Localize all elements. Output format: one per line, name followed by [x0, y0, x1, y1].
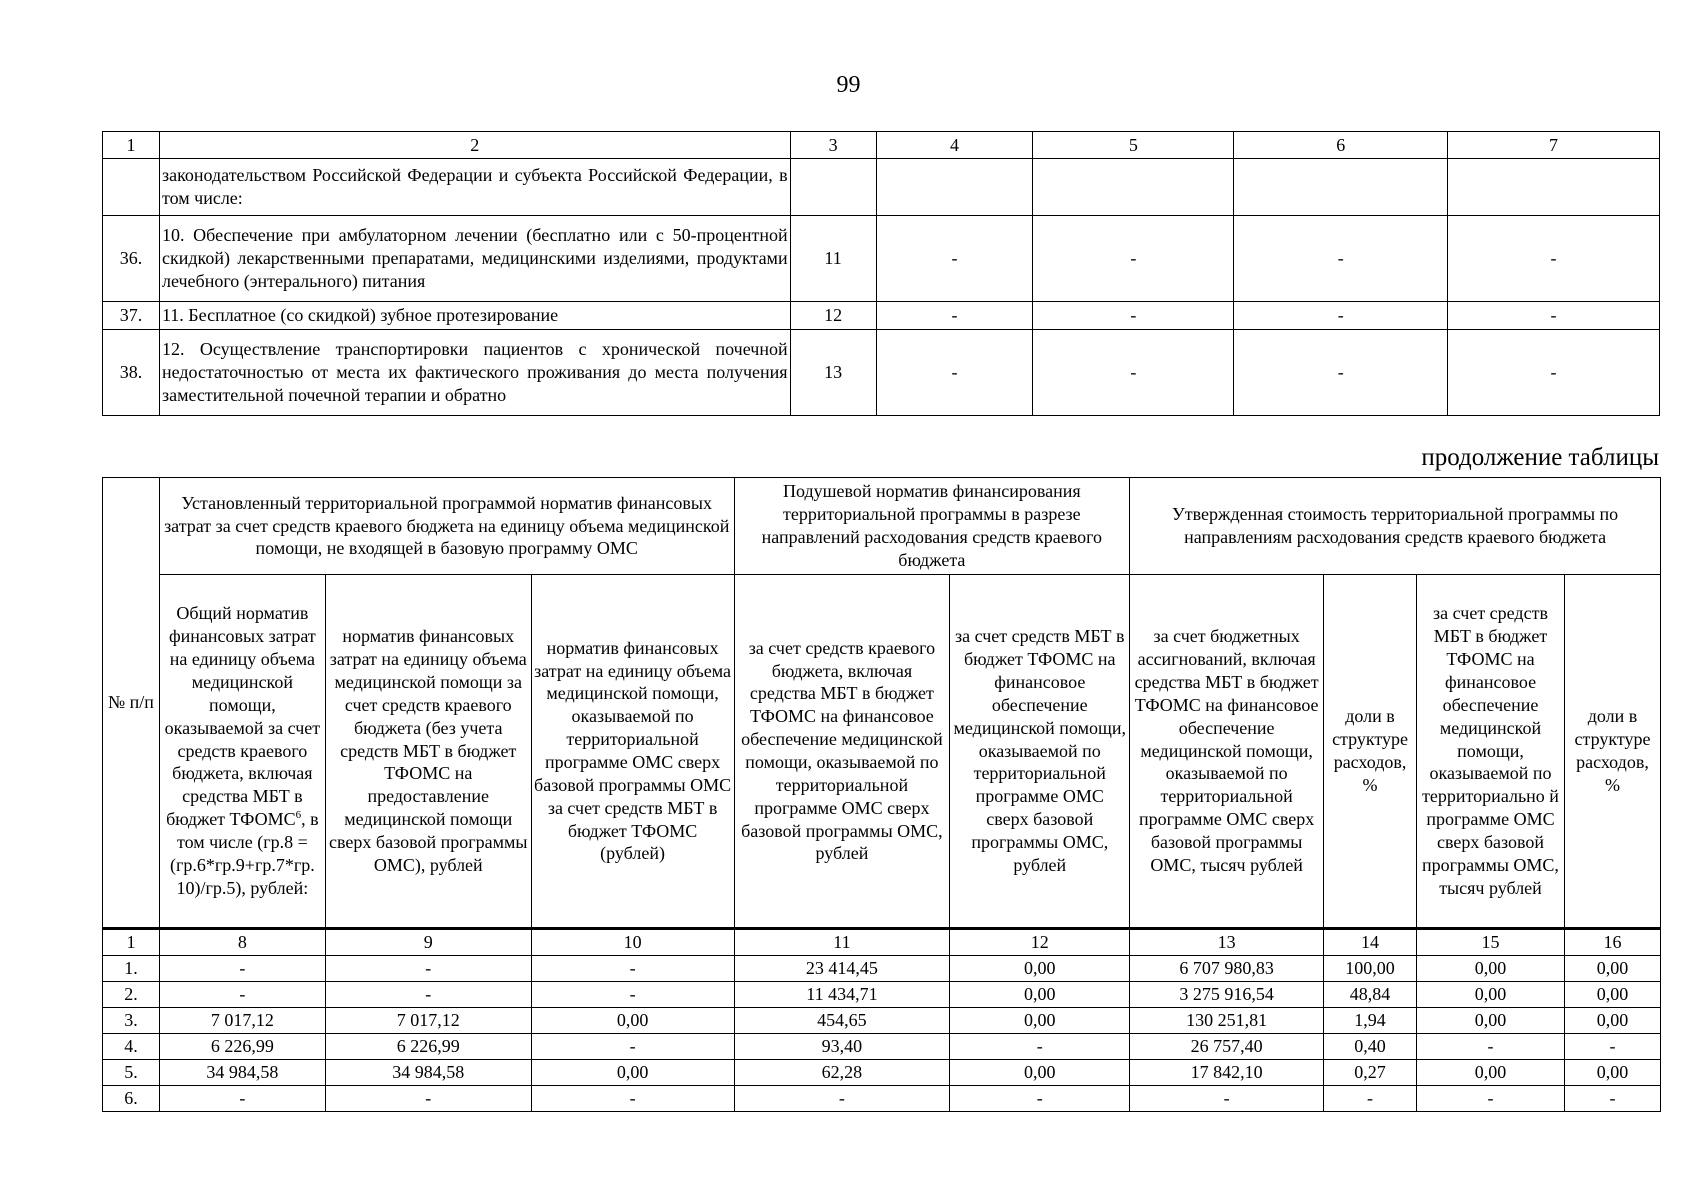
- column-number: 7: [1448, 132, 1660, 159]
- cell-value: -: [1324, 1086, 1417, 1112]
- column-header-10: норматив финансовых затрат на единицу объема медицинской помощи, оказываемой по территориальной программе ОМС сверх базовой программы ОМС за счет средств МБТ в бюджет ТФОМС (рублей): [531, 575, 734, 929]
- table-row: [103, 1034, 1661, 1060]
- row-number: 3.: [103, 1008, 160, 1034]
- column-header-15: за счет средств МБТ в бюджет ТФОМС на финансовое обеспечение медицинской помощи, оказываемой по территориально й программе ОМС сверх базовой программы ОМС, тысяч рублей: [1417, 575, 1565, 929]
- column-number: 16: [1564, 929, 1660, 956]
- cell-value: 0,00: [950, 1060, 1130, 1086]
- column-number: 14: [1324, 929, 1417, 956]
- cell-value: -: [1130, 1086, 1324, 1112]
- cell-value: 0,00: [1564, 956, 1660, 982]
- cell-value: 0,00: [531, 1060, 734, 1086]
- cell-value: 0,40: [1324, 1034, 1417, 1060]
- cell-value: -: [876, 302, 1033, 330]
- cell-value: -: [1564, 1034, 1660, 1060]
- bottom-table-body: [103, 956, 1661, 1112]
- cell-value: -: [1448, 302, 1660, 330]
- column-number: 2: [159, 132, 790, 159]
- cell-value: -: [950, 1034, 1130, 1060]
- column-number: 11: [734, 929, 950, 956]
- cell-value: 0,00: [950, 956, 1130, 982]
- cell-value: -: [876, 330, 1033, 416]
- column-header-16: доли в структуре расходов, %: [1564, 575, 1660, 929]
- cell-value: -: [876, 216, 1033, 302]
- column-header-9: норматив финансовых затрат на единицу объема медицинской помощи за счет средств краевого бюджета (без учета средств МБТ в бюджет ТФОМС на предоставление медицинской помощи сверх базовой программы ОМС), рублей: [325, 575, 531, 929]
- page-number: 99: [836, 72, 861, 98]
- cell-value: -: [325, 1086, 531, 1112]
- row-number: 1.: [103, 956, 160, 982]
- row-number: [103, 159, 160, 216]
- cell-value: 0,00: [1417, 982, 1565, 1008]
- row-description: 10. Обеспечение при амбулаторном лечении (бесплатно или с 50-процентной скидкой) лекарственными препаратами, медицинскими изделиями, продуктами лечебного (энтерального) питания: [159, 216, 790, 302]
- cell-value: 17 842,10: [1130, 1060, 1324, 1086]
- cell-value: -: [325, 956, 531, 982]
- table-row: [103, 216, 1660, 302]
- cell-value: 0,00: [531, 1008, 734, 1034]
- row-description: 11. Бесплатное (со скидкой) зубное протезирование: [159, 302, 790, 330]
- cell-value: 34 984,58: [159, 1060, 325, 1086]
- cell-value: -: [531, 956, 734, 982]
- table-row: [103, 330, 1660, 416]
- row-number: 37.: [103, 302, 160, 330]
- cell-value: 0,00: [1417, 1008, 1565, 1034]
- cell-value: -: [1033, 216, 1234, 302]
- cell-value: -: [1033, 330, 1234, 416]
- cell-value: -: [531, 1086, 734, 1112]
- row-number: 36.: [103, 216, 160, 302]
- sub-header-row: [103, 575, 1661, 929]
- cell-value: 6 226,99: [325, 1034, 531, 1060]
- cell-value: 6 226,99: [159, 1034, 325, 1060]
- table-row: [103, 956, 1661, 982]
- cell-value: [1448, 159, 1660, 216]
- cell-value: -: [531, 982, 734, 1008]
- cell-value: 48,84: [1324, 982, 1417, 1008]
- row-number: 4.: [103, 1034, 160, 1060]
- cell-value: 11 434,71: [734, 982, 950, 1008]
- cell-value: 23 414,45: [734, 956, 950, 982]
- cell-value: -: [159, 1086, 325, 1112]
- column-number: 4: [876, 132, 1033, 159]
- row-number: 2.: [103, 982, 160, 1008]
- row-number: 38.: [103, 330, 160, 416]
- cell-value: 0,00: [1564, 982, 1660, 1008]
- row-code: [790, 159, 876, 216]
- row-code: 12: [790, 302, 876, 330]
- column-header-8-text: Общий норматив финансовых затрат на единицу объема медицинской помощи, оказываемой за счет средств краевого бюджета, включая средства МБТ в бюджет ТФОМС: [164, 603, 321, 830]
- cell-value: 0,00: [950, 982, 1130, 1008]
- cell-value: 62,28: [734, 1060, 950, 1086]
- table-row: [103, 1086, 1661, 1112]
- top-table: [102, 131, 1660, 416]
- row-code: 13: [790, 330, 876, 416]
- cell-value: 0,00: [1417, 1060, 1565, 1086]
- cell-value: 0,00: [950, 1008, 1130, 1034]
- column-number: 5: [1033, 132, 1234, 159]
- cell-value: -: [1417, 1086, 1565, 1112]
- column-number: 1: [103, 132, 160, 159]
- continuation-label: продолжение таблицы: [1421, 444, 1659, 471]
- column-header-12: за счет средств МБТ в бюджет ТФОМС на финансовое обеспечение медицинской помощи, оказываемой по территориальной программе ОМС сверх базовой программы ОМС, рублей: [950, 575, 1130, 929]
- cell-value: 6 707 980,83: [1130, 956, 1324, 982]
- cell-value: 93,40: [734, 1034, 950, 1060]
- cell-value: 26 757,40: [1130, 1034, 1324, 1060]
- column-header-8-text-cont: , в том числе (гр.8 = (гр.6*гр.9+гр.7*гр. 10)/гр.5), рублей:: [170, 809, 319, 898]
- cell-value: 0,27: [1324, 1060, 1417, 1086]
- cell-value: 7 017,12: [159, 1008, 325, 1034]
- cell-value: -: [1234, 216, 1448, 302]
- cell-value: 454,65: [734, 1008, 950, 1034]
- cell-value: [1033, 159, 1234, 216]
- cell-value: 7 017,12: [325, 1008, 531, 1034]
- column-header-11: за счет средств краевого бюджета, включая средства МБТ в бюджет ТФОМС на финансовое обеспечение медицинской помощи, оказываемой по территориальной программе ОМС сверх базовой программы ОМС, рублей: [734, 575, 950, 929]
- column-number: 3: [790, 132, 876, 159]
- top-table-header-row: [103, 132, 1660, 159]
- row-number: 6.: [103, 1086, 160, 1112]
- cell-value: 0,00: [1417, 956, 1565, 982]
- cell-value: 100,00: [1324, 956, 1417, 982]
- column-number: 12: [950, 929, 1130, 956]
- table-row: [103, 302, 1660, 330]
- row-description: законодательством Российской Федерации и субъекта Российской Федерации, в том числе:: [159, 159, 790, 216]
- cell-value: -: [1448, 330, 1660, 416]
- column-number: 8: [159, 929, 325, 956]
- column-header-13: за счет бюджетных ассигнований, включая средства МБТ в бюджет ТФОМС на финансовое обеспечение медицинской помощи, оказываемой по территориальной программе ОМС сверх базовой программы ОМС, тысяч рублей: [1130, 575, 1324, 929]
- column-number: 6: [1234, 132, 1448, 159]
- bottom-table: [102, 477, 1661, 1112]
- cell-value: -: [159, 982, 325, 1008]
- group-header-row: [103, 478, 1661, 575]
- cell-value: -: [1033, 302, 1234, 330]
- cell-value: [1234, 159, 1448, 216]
- column-number: 15: [1417, 929, 1565, 956]
- cell-value: -: [1448, 216, 1660, 302]
- column-number: 10: [531, 929, 734, 956]
- cell-value: [876, 159, 1033, 216]
- column-number: 1: [103, 929, 160, 956]
- cell-value: -: [159, 956, 325, 982]
- table-row: [103, 1008, 1661, 1034]
- column-number: 13: [1130, 929, 1324, 956]
- row-number: 5.: [103, 1060, 160, 1086]
- cell-value: 0,00: [1564, 1060, 1660, 1086]
- group-header-norms: Установленный территориальной программой норматив финансовых затрат за счет средств краевого бюджета на единицу объема медицинской помощи, не входящей в базовую программу ОМС: [159, 478, 734, 575]
- column-numbers-row: [103, 929, 1661, 956]
- column-header-14: доли в структуре расходов, %: [1324, 575, 1417, 929]
- cell-value: 34 984,58: [325, 1060, 531, 1086]
- row-code: 11: [790, 216, 876, 302]
- row-description: 12. Осуществление транспортировки пациентов с хронической почечной недостаточностью от места их фактического проживания до места получения заместительной почечной терапии и обратно: [159, 330, 790, 416]
- cell-value: 3 275 916,54: [1130, 982, 1324, 1008]
- cell-value: -: [950, 1086, 1130, 1112]
- cell-value: 1,94: [1324, 1008, 1417, 1034]
- group-header-approved-cost: Утвержденная стоимость территориальной программы по направлениям расходования средств краевого бюджета: [1130, 478, 1661, 575]
- cell-value: -: [1564, 1086, 1660, 1112]
- cell-value: -: [1234, 302, 1448, 330]
- table-row: [103, 159, 1660, 216]
- row-number-header: № п/п: [103, 478, 160, 929]
- footnote-marker: 6: [295, 809, 302, 822]
- group-header-per-capita: Подушевой норматив финансирования территориальной программы в разрезе направлений расходования средств краевого бюджета: [734, 478, 1130, 575]
- column-number: 9: [325, 929, 531, 956]
- cell-value: -: [325, 982, 531, 1008]
- cell-value: -: [1417, 1034, 1565, 1060]
- cell-value: -: [531, 1034, 734, 1060]
- table-row: [103, 982, 1661, 1008]
- column-header-8: [159, 575, 325, 929]
- cell-value: 130 251,81: [1130, 1008, 1324, 1034]
- cell-value: 0,00: [1564, 1008, 1660, 1034]
- cell-value: -: [734, 1086, 950, 1112]
- cell-value: -: [1234, 330, 1448, 416]
- table-row: [103, 1060, 1661, 1086]
